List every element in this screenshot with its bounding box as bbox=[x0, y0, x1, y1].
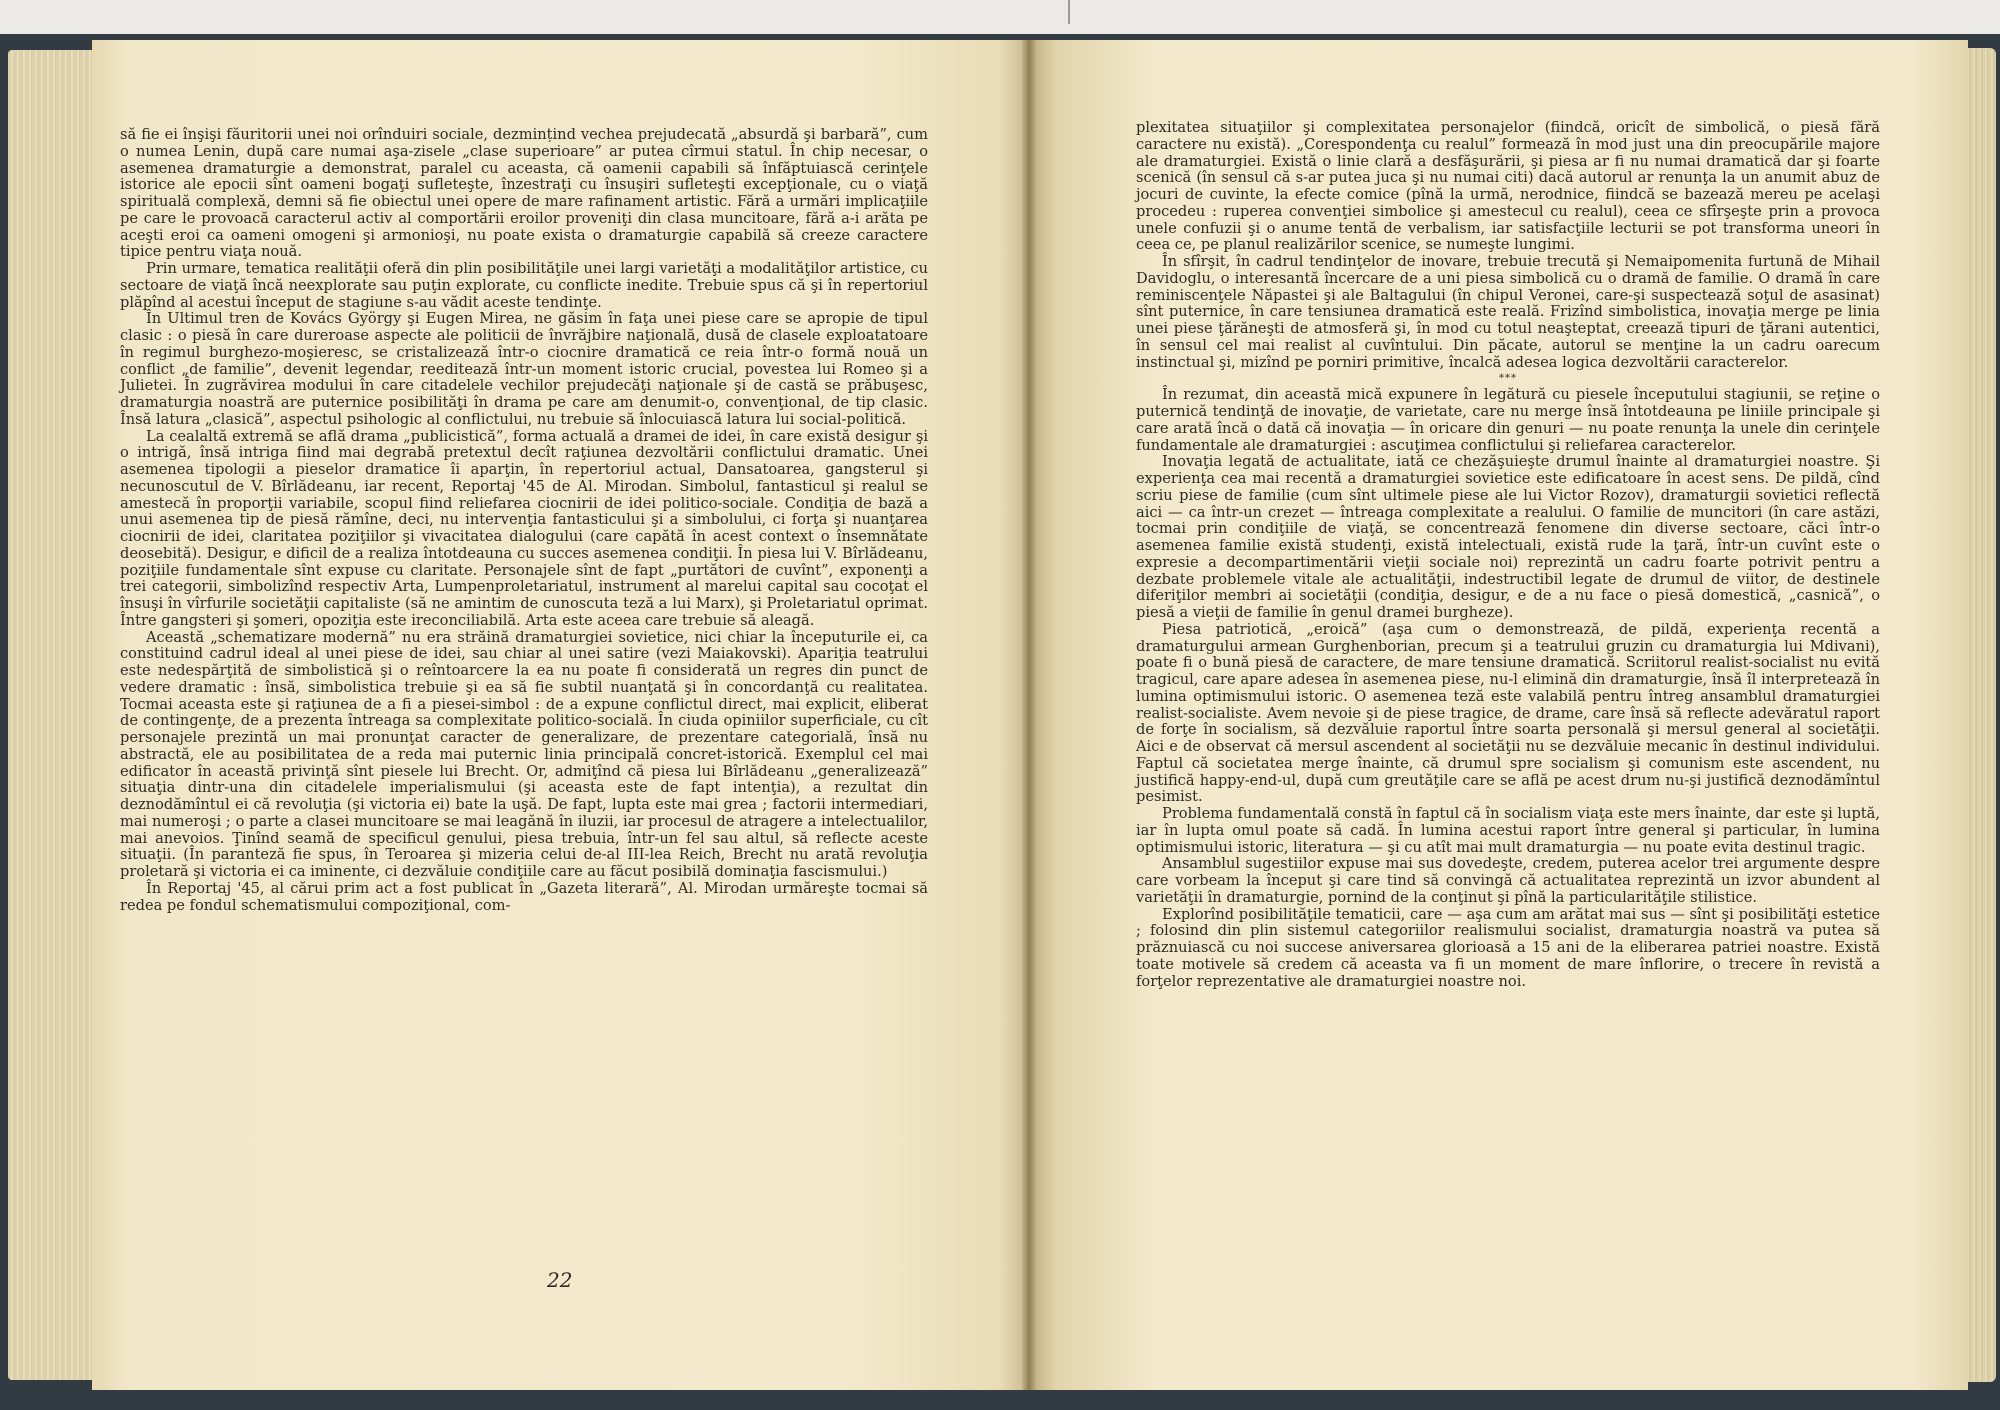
right-paragraph: Problema fundamentală constă în faptul că în socialism viaţa este mers înainte, dar este şi luptă, iar în lupta omul poate să cadă. În lumina acestui raport între general şi particular, în lumina optimismului istoric, literatura — şi cu atît mai mult dramaturgia — nu poate evita destinul tragic. bbox=[1136, 805, 1880, 856]
left-paragraph: să fie ei înşişi făuritorii unei noi orînduiri sociale, dezmințind vechea prejudecată „absurdă şi barbară”, cum o numea Lenin, după care numai aşa-zisele „clase superioare” ar putea cîrmui statul. În chip necesar, o asemenea dramaturgie a demonstrat, paralel cu aceasta, că oamenii capabili să înfăptuiască cerinţele istorice ale epocii sînt oameni bogaţi sufleteşte, înzestraţi cu însuşiri sufleteşti excepţionale, cu o viaţă spirituală complexă, demni să fie obiectul unei opere de mare rafinament artistic. Fără a urmări implicaţiile pe care le provoacă caracterul activ al comportării eroilor proveniţi din clasa muncitoare, fără a-i arăta pe aceşti eroi ca oameni omogeni şi armonioşi, nu poate exista o dramaturgie capabilă să creeze caractere tipice pentru viaţa nouă. bbox=[120, 126, 928, 261]
left-page-text bbox=[120, 127, 928, 914]
right-paragraph: Piesa patriotică, „eroică” (aşa cum o demonstrează, de pildă, experienţa recentă a dramaturgului armean Gurghenborian, precum şi a teatrului gruzin cu dramaturgia lui Mdivani), poate fi o bună piesă de caractere, de mare tensiune dramatică. Scriitorul realist-socialist nu evită tragicul, care apare adesea în asemenea piese, nu-l elimină din dramaturgie, însă îl interpretează în lumina optimismului istoric. O asemenea teză este valabilă pentru întreg ansamblul dramaturgiei realist-socialiste. Avem nevoie şi de piese tragice, de drame, care însă să reflecte adevăratul raport de forţe în socialism, să dezvăluie raportul între soarta personală şi mersul general al societăţii. Aici e de observat că mersul ascendent al societăţii nu se dezvăluie mecanic în destinul individului. Faptul că societatea merge înainte, că drumul spre socialism şi comunism este ascendent, nu justifică happy-end-ul, după cum greutăţile care se află pe acest drum nu-şi justifică deznodămîntul pesimist. bbox=[1136, 620, 1880, 806]
section-separator: *** bbox=[1499, 373, 1517, 385]
left-paragraph: Această „schematizare modernă” nu era străină dramaturgiei sovietice, nici chiar la începuturile ei, ca constituind cadrul ideal al unei piese de idei, sau chiar al unei satire (vezi Maiakovski). Apariţia teatrului este nedespărţită de simbolistică şi o reîntoarcere la ea nu poate fi considerată un regres din punct de vedere dramatic : însă, simbolistica trebuie şi ea să fie subtil nuanţată şi în concordanţă cu realitatea. Tocmai aceasta este şi raţiunea de a fi a piesei-simbol : de a expune conflictul direct, mai explicit, eliberat de contingenţe, de a prezenta întreaga sa complexitate politico-socială. În ciuda opiniilor superficiale, cu cît personajele prezintă un mai pronunţat caracter de generalizare, de prezentare categorială, însă nu abstractă, ele au posibilitatea de a reda mai puternic linia principală concret-istorică. Exemplul cel mai edificator în această privinţă sînt piesele lui Brecht. Or, admiţînd că piesa lui Bîrlădeanu „generalizează” situaţia dintr-una din citadelele imperialismului (şi aceasta este de fapt intenţia), a rezultat din deznodămîntul ei că revoluţia (şi victoria ei) bate la uşă. De fapt, lupta este mai grea ; factorii intermediari, mai numeroşi ; o parte a clasei muncitoare se mai leagănă în iluzii, iar procesul de atragere a intelectualilor, mai anevoios. Ţinînd seamă de specificul genului, piesa trebuia, într-un fel sau altul, să reflecte aceste situaţii. (În paranteză fie spus, în Teroarea şi mizeria celui de-al III-lea Reich, Brecht nu arată revoluţia proletară şi victoria ei ca iminente, ci dezvăluie condiţiile care au făcut posibilă dominaţia fascismului.) bbox=[120, 628, 928, 880]
right-page-text bbox=[1136, 120, 1880, 990]
left-paragraph: Prin urmare, tematica realităţii oferă din plin posibilităţile unei largi varietăţi a modalităţilor artistice, cu sectoare de viaţă încă neexplorate sau puţin explorate, cu conflicte inedite. Trebuie spus că şi în repertoriul plăpînd al acestui început de stagiune s-au vădit aceste tendinţe. bbox=[120, 260, 928, 311]
right-paragraph: plexitatea situaţiilor şi complexitatea personajelor (fiindcă, oricît de simbolică, o piesă fără caractere nu există). „Corespondenţa cu realul” formează în mod just una din preocupările majore ale dramaturgiei. Există o linie clară a desfăşurării, şi piesa ar fi nu numai dramatică dar şi foarte scenică (în sensul că s-ar putea juca şi nu numai citi) dacă autorul ar renunţa la un anumit abuz de jocuri de cuvinte, la efecte comice (pînă la urmă, nerodnice, fiindcă se bazează mereu pe acelaşi procedeu : ruperea convenţiei simbolice şi amestecul cu realul), ceea ce sfîrşeşte prin a provoca unele confuzii şi o anume tentă de verbalism, iar satisfacţiile lecturii se pot transforma uneori în ceea ce, pe planul realizărilor scenice, se numeşte lungimi. bbox=[1136, 119, 1880, 254]
right-paragraph: Explorînd posibilităţile tematicii, care — aşa cum am arătat mai sus — sînt şi posibilităţi estetice ; folosind din plin sistemul categoriilor realismului socialist, dramaturgia noastră va putea să prăznuiască cu noi succese aniversarea glorioasă a 15 ani de la eliberarea patriei noastre. Există toate motivele să credem că aceasta va fi un moment de mare înflorire, o trecere în revistă a forţelor reprezentative ale dramaturgiei noastre noi. bbox=[1136, 905, 1880, 990]
right-paragraph: În rezumat, din această mică expunere în legătură cu piesele începutului stagiunii, se reţine o puternică tendinţă de inovaţie, de varietate, care nu merge însă întotdeauna pe liniile principale şi care arată încă o dată că inovaţia — în oricare din genuri — nu poate renunţa la unele din cerinţele fundamentale ale dramaturgiei : ascuţimea conflictului şi reliefarea caracterelor. bbox=[1136, 386, 1880, 454]
background-edge bbox=[1068, 0, 1070, 24]
left-paragraph: În Reportaj '45, al cărui prim act a fost publicat în „Gazeta literară”, Al. Mirodan urmăreşte tocmai să redea pe fondul schematismului compoziţional, com- bbox=[120, 879, 928, 914]
background-surface bbox=[0, 0, 2000, 38]
right-paragraph: Inovaţia legată de actualitate, iată ce chezăşuieşte drumul înainte al dramaturgiei noastre. Şi experienţa cea mai recentă a dramaturgiei sovietice este edificatoare în acest sens. De pildă, cînd scriu piese de familie (cum sînt ultimele piese ale lui Victor Rozov), dramaturgii sovietici reflectă aici — ca într-un crezet — întreaga complexitate a realului. O familie de muncitori (în care astăzi, tocmai prin condiţiile de viaţă, se concentrează fenomene din diverse sectoare, căci într-o asemenea familie există studenţi, există intelectuali, există rude la ţară, într-un cuvînt este o expresie a decompartimentării vieţii sociale noi) reprezintă un cadru foarte potrivit pentru a dezbate problemele vitale ale actualităţii, indestructibil legate de drumul de viitor, de destinele diferiţilor membri ai societăţii (condiţia, desigur, e de a nu face o piesă domestică, „casnică”, o piesă a vieţii de familie în genul dramei burgheze). bbox=[1136, 453, 1880, 621]
right-paragraph: Ansamblul sugestiilor expuse mai sus dovedeşte, credem, puterea acelor trei argumente despre care vorbeam la început şi care tind să convingă că actualitatea reprezintă un izvor abundent al varietăţii în dramaturgie, pornind de la conţinut şi pînă la particularităţile stilistice. bbox=[1136, 855, 1880, 906]
left-paragraph: La cealaltă extremă se află drama „publicistică”, forma actuală a dramei de idei, în care există desigur şi o intrigă, însă intriga fiind mai degrabă pretextul decît raţiunea dezvoltării conflictului dramatic. Unei asemenea tipologii a pieselor dramatice îi aparţin, în repertoriul actual, Dansatoarea, gangsterul şi necunoscutul de V. Bîrlădeanu, iar recent, Reportaj '45 de Al. Mirodan. Simbolul, fantasticul şi realul se amestecă în proporţii variabile, scopul fiind reliefarea ciocnirii de idei politico-sociale. Condiţia de bază a unui asemenea tip de piesă rămîne, deci, nu intervenţia fantasticului şi a simbolului, ci forţa şi nuanţarea ciocnirii de idei, claritatea poziţiilor şi vivacitatea dialogului (care capătă în acest context o însemnătate deosebită). Desigur, e dificil de a realiza întotdeauna cu succes asemenea condiţii. În piesa lui V. Bîrlădeanu, poziţiile fundamentale sînt expuse cu claritate. Personajele sînt de fapt „purtători de cuvînt”, exponenţi a trei categorii, simbolizînd respectiv Arta, Lumpenproletariatul, instrument al marelui capital sau cocoţat el însuşi în vîrfurile societăţii capitaliste (să ne amintim de cunoscuta teză a lui Marx), şi Proletariatul oprimat. Între gangsteri şi şomeri, opoziţia este ireconciliabilă. Arta este aceea care trebuie să aleagă. bbox=[120, 427, 928, 629]
page-number: 22 bbox=[547, 1268, 573, 1292]
book-gutter bbox=[1022, 40, 1036, 1390]
page-edges-left bbox=[8, 50, 96, 1380]
right-paragraph: În sfîrşit, în cadrul tendinţelor de inovare, trebuie trecută şi Nemaipomenita furtună de Mihail Davidoglu, o interesantă încercare de a uni piesa simbolică cu o dramă de familie. O dramă în care reminiscenţele Năpastei şi ale Baltagului (în chipul Veronei, care-şi suspectează soţul de asasinat) sînt puternice, în care tensiunea dramatică este reală. Frizînd simbolistica, inovaţia merge pe linia unei piese ţărăneşti de atmosferă şi, în mod cu totul neaşteptat, creează tipuri de ţărani autentici, în sensul cel mai realist al cuvîntului. Din păcate, autorul se menţine la un cadru oarecum instinctual şi, mizînd pe porniri primitive, încalcă adesea logica dezvoltării caracterelor. bbox=[1136, 253, 1880, 371]
left-paragraph: În Ultimul tren de Kovács György şi Eugen Mirea, ne găsim în faţa unei piese care se apropie de tipul clasic : o piesă în care dureroase aspecte ale politicii de învrăjbire naţională, dusă de clasele exploatatoare în regimul burghezo-moşieresc, se cristalizează într-o ciocnire dramatică ce reia într-o formă nouă un conflict „de familie”, devenit legendar, reeditează într-un moment istoric crucial, povestea lui Romeo şi a Julietei. În zugrăvirea modului în care citadelele vechilor prejudecăţi naţionale şi de castă se prăbuşesc, dramaturgia noastră are puternice posibilităţi în drama pe care am denumit-o, convenţional, de tip clasic. Însă latura „clasică”, aspectul psihologic al conflictului, nu trebuie să înlocuiască latura lui social-politică. bbox=[120, 310, 928, 428]
